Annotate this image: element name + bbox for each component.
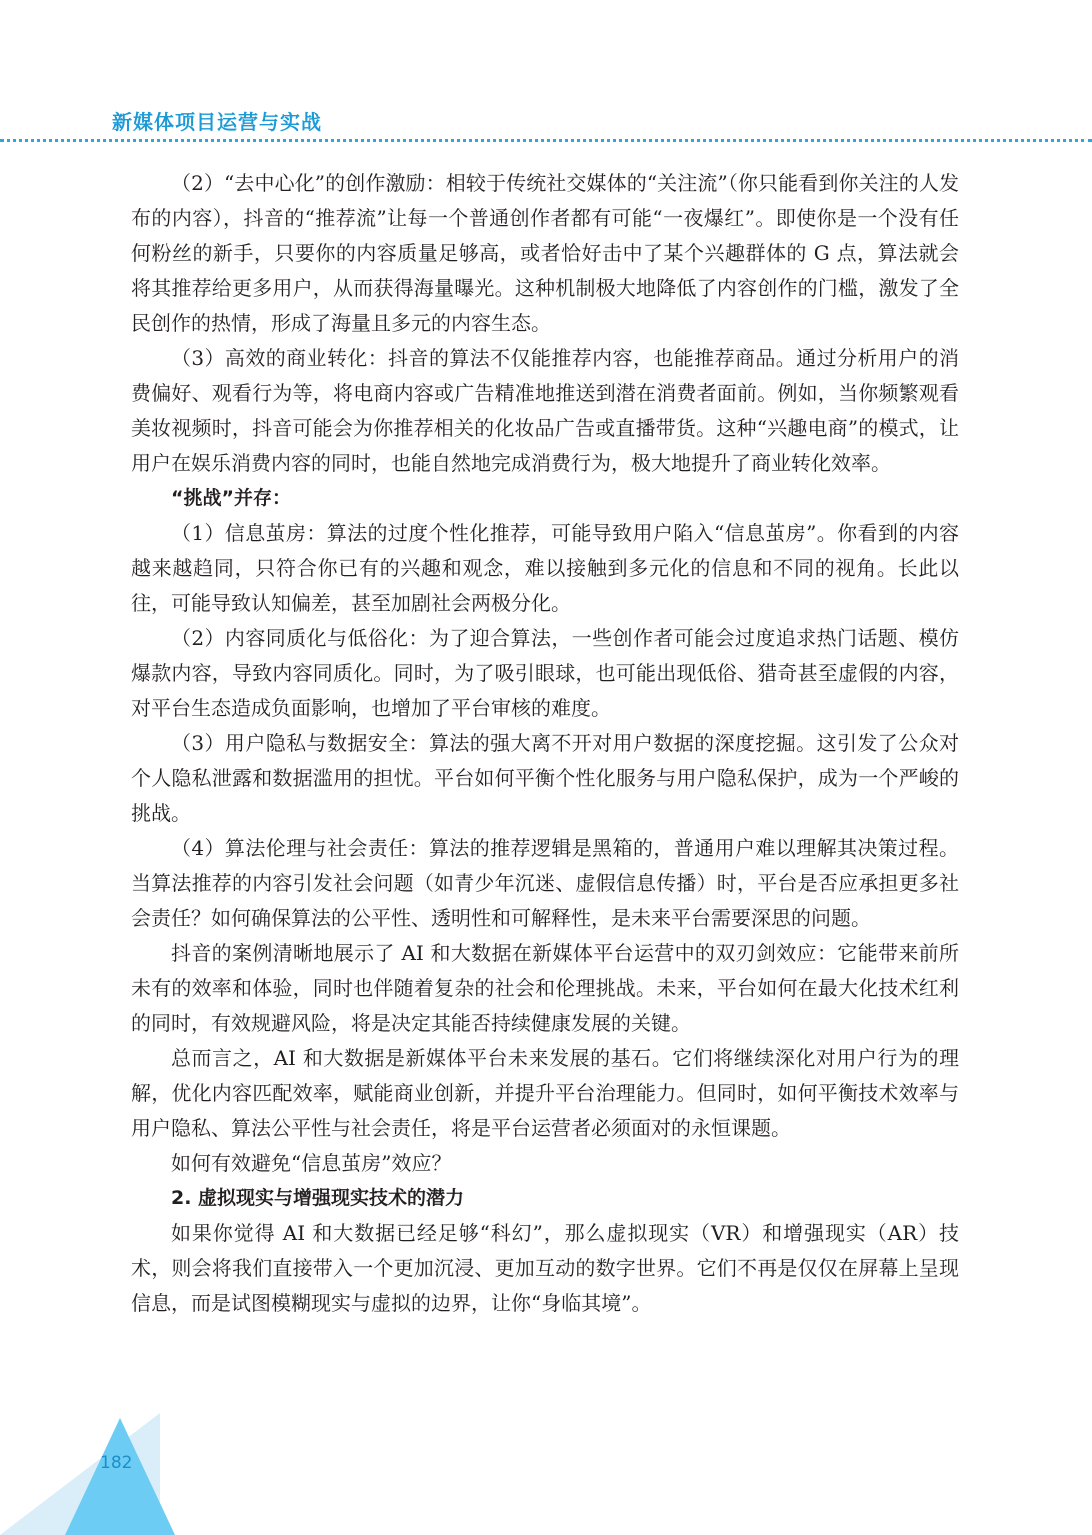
paragraph-case-summary: 抖音的案例清晰地展示了 AI 和大数据在新媒体平台运营中的双刃剑效应：它能带来前所未有的效率和体验，同时也伴随着复杂的社会和伦理挑战。未来，平台如何在最大化技术红利的同时，有效规避风险，将是决定其能否持续健康发展的关键。 xyxy=(131,941,959,1035)
section-heading-vr-ar: 2. 虚拟现实与增强现实技术的潜力 xyxy=(171,1187,465,1209)
paragraph-algorithm-ethics: （4）算法伦理与社会责任：算法的推荐逻辑是黑箱的，普通用户难以理解其决策过程。当算法推荐的内容引发社会问题（如青少年沉迷、虚假信息传播）时，平台是否应承担更多社会责任？如何确保算法的公平性、透明性和可解释性，是未来平台需要深思的问题。 xyxy=(131,836,959,930)
triangle-shape xyxy=(65,1418,175,1535)
paragraph-conclusion: 总而言之，AI 和大数据是新媒体平台未来发展的基石。它们将继续深化对用户行为的理解，优化内容匹配效率，赋能商业创新，并提升平台治理能力。但同时，如何平衡技术效率与用户隐私、算法公平性与社会责任，将是平台运营者必须面对的永恒课题。 xyxy=(131,1046,959,1140)
paragraph-privacy-security: （3）用户隐私与数据安全：算法的强大离不开对用户数据的深度挖掘。这引发了公众对个人隐私泄露和数据滥用的担忧。平台如何平衡个性化服务与用户隐私保护，成为一个严峻的挑战。 xyxy=(131,731,959,825)
paragraph-content-homogenization: （2）内容同质化与低俗化：为了迎合算法，一些创作者可能会过度追求热门话题、模仿爆款内容，导致内容同质化。同时，为了吸引眼球，也可能出现低俗、猎奇甚至虚假的内容，对平台生态造成负面影响，也增加了平台审核的难度。 xyxy=(131,626,959,720)
running-head-title: 新媒体项目运营与实战 xyxy=(112,110,322,134)
paragraph-commercial-conversion: （3）高效的商业转化：抖音的算法不仅能推荐内容，也能推荐商品。通过分析用户的消费偏好、观看行为等，将电商内容或广告精准地推送到潜在消费者面前。例如，当你频繁观看美妆视频时，抖音可能会为你推荐相关的化妆品广告或直播带货。这种“兴趣电商”的模式，让用户在娱乐消费内容的同时，也能自然地完成消费行为，极大地提升了商业转化效率。 xyxy=(131,346,959,475)
paragraph-question: 如何有效避免“信息茧房”效应？ xyxy=(171,1151,452,1175)
paragraph-decentralized-incentive: （2）“去中心化”的创作激励：相较于传统社交媒体的“关注流”（你只能看到你关注的人发布的内容），抖音的“推荐流”让每一个普通创作者都有可能“一夜爆红”。即使你是一个没有任何粉丝的新手，只要你的内容质量足够高，或者恰好击中了某个兴趣群体的 G 点，算法就会将其推荐给更多用户，从而获得海量曝光。这种机制极大地降低了内容创作的门槛，激发了全民创作的热情，形成了海量且多元的内容生态。 xyxy=(131,171,959,335)
paragraph-vr-ar-intro: 如果你觉得 AI 和大数据已经足够“科幻”，那么虚拟现实（VR）和增强现实（AR）技术，则会将我们直接带入一个更加沉浸、更加互动的数字世界。它们不再是仅仅在屏幕上呈现信息，而是试图模糊现实与虚拟的边界，让你“身临其境”。 xyxy=(131,1221,959,1315)
paragraph-information-cocoon: （1）信息茧房：算法的过度个性化推荐，可能导致用户陷入“信息茧房”。你看到的内容越来越趋同，只符合你已有的兴趣和观念，难以接触到多元化的信息和不同的视角。长此以往，可能导致认知偏差，甚至加剧社会两极分化。 xyxy=(131,521,959,615)
page-body xyxy=(131,166,959,1321)
page-number-triangle xyxy=(0,1418,175,1535)
header-dotted-rule xyxy=(0,139,1092,142)
subheading-challenges: “挑战”并存： xyxy=(171,487,291,509)
page-number: 182 xyxy=(100,1453,133,1473)
